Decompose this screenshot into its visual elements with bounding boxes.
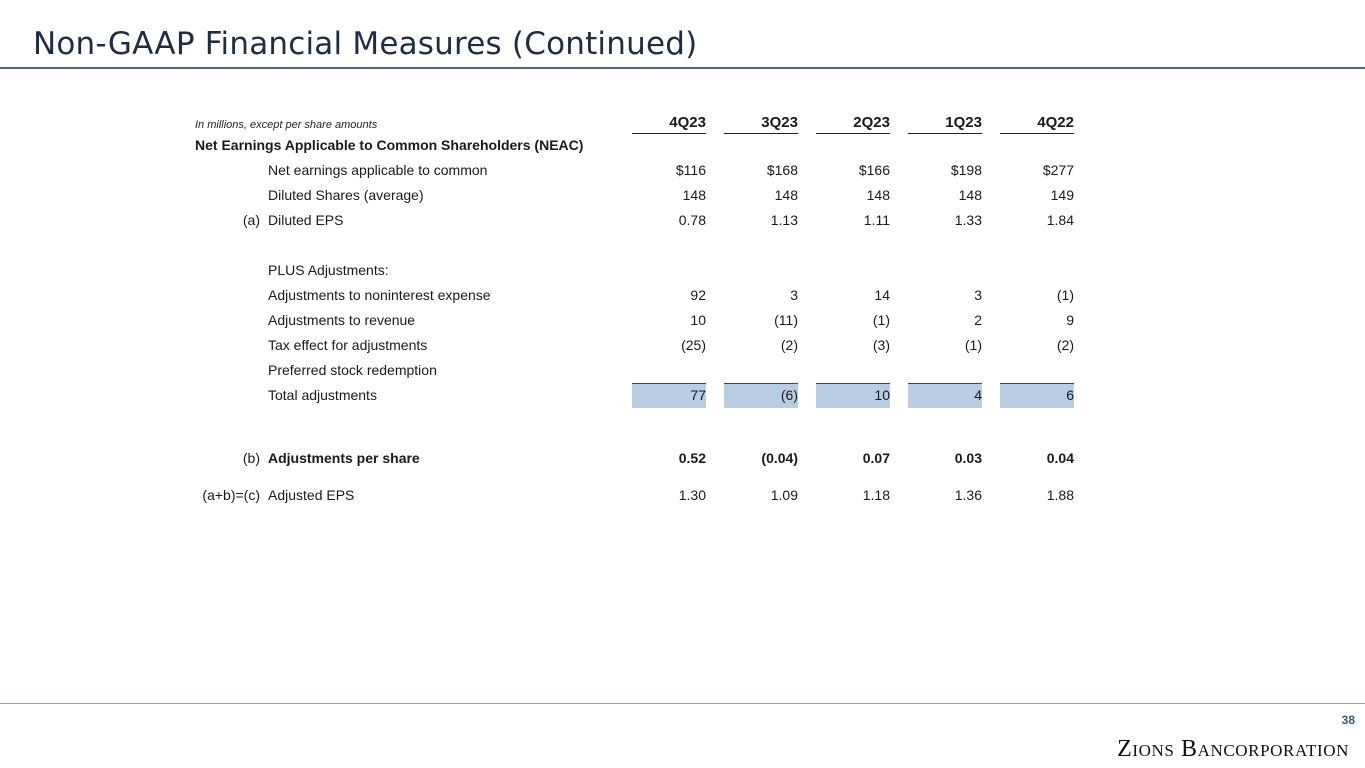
row-value: 148 [958, 187, 982, 203]
row-value: (3) [872, 337, 890, 353]
row-value: (2) [1056, 337, 1074, 353]
row-value: $168 [766, 162, 798, 178]
row-value: 1.84 [1046, 212, 1074, 228]
row-value: 1.36 [954, 487, 982, 503]
row-value: 0.04 [1046, 450, 1074, 466]
column-header: 3Q23 [761, 114, 798, 131]
row-value: 9 [1066, 312, 1074, 328]
row-value: $166 [858, 162, 890, 178]
row-value: (6) [780, 387, 798, 403]
row-value: 14 [874, 287, 890, 303]
column-header-underline [724, 133, 798, 134]
row-value: (0.04) [761, 450, 798, 466]
row-value: 10 [690, 312, 706, 328]
row-value: (1) [1056, 287, 1074, 303]
row-label: Net earnings applicable to common [268, 162, 488, 178]
column-header-underline [908, 133, 982, 134]
row-value: (1) [872, 312, 890, 328]
row-value: 148 [774, 187, 798, 203]
row-value: $116 [675, 162, 706, 178]
row-value: 149 [1050, 187, 1074, 203]
column-header-underline [632, 133, 706, 134]
row-value: 0.07 [862, 450, 890, 466]
column-header: 4Q23 [669, 114, 706, 131]
column-header: 1Q23 [945, 114, 982, 131]
row-value: 1.09 [770, 487, 798, 503]
row-value: 148 [682, 187, 706, 203]
column-header: 2Q23 [853, 114, 890, 131]
slide-title: Non-GAAP Financial Measures (Continued) [33, 26, 698, 62]
row-value: 77 [690, 387, 706, 403]
row-value: 6 [1066, 387, 1074, 403]
row-value: 2 [974, 312, 982, 328]
row-value: 1.18 [862, 487, 890, 503]
row-value: (11) [774, 312, 798, 328]
row-value: $277 [1042, 162, 1074, 178]
row-reference: (b) [242, 450, 260, 466]
row-value: 1.30 [678, 487, 706, 503]
row-value: 10 [874, 387, 890, 403]
row-value: 92 [690, 287, 706, 303]
row-value: (1) [964, 337, 982, 353]
row-value: 1.88 [1046, 487, 1074, 503]
footer-divider [0, 703, 1365, 704]
row-label: Adjustments to noninterest expense [268, 287, 491, 303]
row-value: 1.11 [863, 212, 890, 228]
company-logo: Zions Bancorporation [1117, 736, 1349, 762]
column-header-underline [1000, 133, 1074, 134]
row-value: $198 [950, 162, 982, 178]
row-value: 3 [790, 287, 798, 303]
page-number: 38 [1341, 713, 1355, 727]
section-header: Net Earnings Applicable to Common Shareholders (NEAC) [195, 137, 584, 153]
row-value: 1.13 [770, 212, 798, 228]
row-label: Diluted Shares (average) [268, 187, 424, 203]
row-value: 0.03 [954, 450, 982, 466]
row-value: 3 [974, 287, 982, 303]
row-value: 148 [866, 187, 890, 203]
column-header: 4Q22 [1037, 114, 1074, 131]
row-reference: (a) [242, 212, 260, 228]
row-value: (2) [780, 337, 798, 353]
row-label: Total adjustments [268, 387, 377, 403]
row-label: Diluted EPS [268, 212, 344, 228]
row-value: (25) [681, 337, 706, 353]
row-label: Preferred stock redemption [268, 362, 437, 378]
row-value: 1.33 [954, 212, 982, 228]
row-label: PLUS Adjustments: [268, 262, 389, 278]
row-label: Adjusted EPS [268, 487, 355, 503]
row-label: Adjustments per share [268, 450, 420, 466]
units-note: In millions, except per share amounts [195, 119, 378, 131]
row-label: Tax effect for adjustments [268, 337, 428, 353]
column-header-underline [816, 133, 890, 134]
row-value: 0.52 [678, 450, 706, 466]
row-value: 4 [974, 387, 982, 403]
row-value: 0.78 [678, 212, 706, 228]
row-reference: (a+b)=(c) [202, 487, 260, 503]
row-label: Adjustments to revenue [268, 312, 416, 328]
